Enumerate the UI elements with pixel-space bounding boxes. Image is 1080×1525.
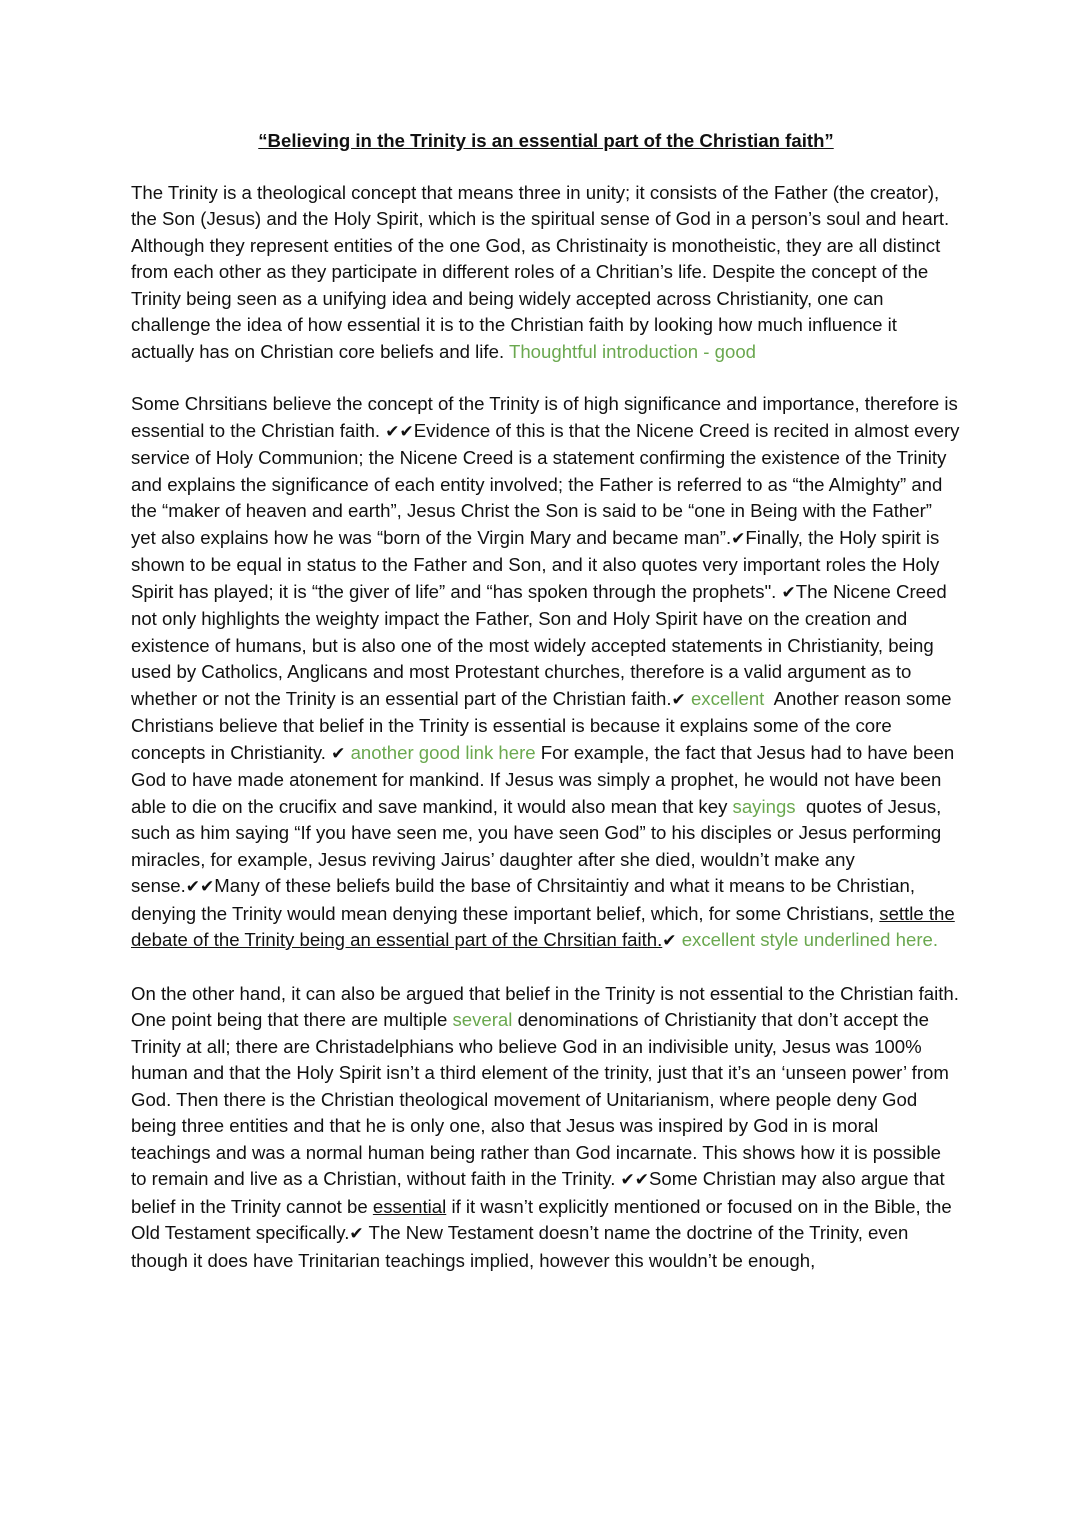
essay-text: The Nicene Creed not only highlights the weighty impact the Father, Son and Holy Spirit have on the creation and existence of humans, but is also one of the most widely accepted statements in Christianity, being used by Catholics, Anglicans and most Protestant churches, therefore is a valid argument as to whether or not the Trinity is an essential part of the Christian faith.	[131, 580, 947, 709]
teacher-comment: excellent style underlined here.	[681, 929, 939, 950]
essay-text: Many of these beliefs build the base of Chrsitaintiy and what it means to be Christian, denying the Trinity would mean denying these important belief, which, for some Christians,	[131, 875, 916, 924]
essay-text: Some Chrsitians believe the concept of the Trinity is of high significance and importance, therefore is essential to the Christian faith.	[131, 393, 958, 441]
essay-text: The Trinity is a theological concept that means three in unity; it consists of the Father (the creator), the Son (Jesus) and the Holy Spirit, which is the spiritual sense of God in a person’s soul and heart. Although they represent entities of the one God, as Christinaity is monotheistic, they are all distinct from each other as they participate in different roles of a Chritian’s life. Despite the concept of the Trinity being seen as a unifying idea and being widely accepted across Christianity, one can challenge the idea of how essential it is to the Christian faith by looking how much influence it actually has on Christian core beliefs and life.	[131, 181, 950, 362]
teacher-comment: excellent	[690, 687, 765, 709]
teacher-comment: another good link here	[350, 741, 536, 763]
paragraph-arguments-against	[131, 981, 961, 1275]
essay-text: quotes of Jesus, such as him saying “If you have seen me, you have seen God” to his disciples or Jesus performing miracles, for example, Jesus reviving Jairus’ daughter after she died, wouldn’t make any sense.	[131, 795, 942, 896]
check-mark-icon: ✔	[781, 582, 796, 603]
essay-text: if it wasn’t explicitly mentioned or focused on in the Bible, the Old Testament specifically.	[131, 1195, 952, 1243]
check-mark-icon: ✔	[671, 689, 686, 710]
essay-text: On the other hand, it can also be argued that belief in the Trinity is not essential to the Christian faith. One point being that there are multiple	[131, 982, 959, 1030]
check-mark-icon: ✔✔	[385, 421, 414, 442]
check-mark-icon: ✔	[349, 1224, 364, 1244]
essay-title: “Believing in the Trinity is an essential part of the Christian faith”	[258, 130, 834, 151]
essay-text: Some Christian may also argue that belief in the Trinity cannot be	[131, 1168, 945, 1217]
teacher-comment: several	[452, 1009, 513, 1030]
check-mark-icon: ✔	[731, 528, 746, 549]
check-mark-icon: ✔	[662, 931, 677, 951]
check-mark-icon: ✔	[331, 743, 346, 764]
essay-text: Another reason some Christians believe that belief in the Trinity is essential is because it explains some of the core concepts in Christianity.	[131, 687, 952, 763]
teacher-comment: sayings	[732, 795, 796, 817]
essay-text: Evidence of this is that the Nicene Creed is recited in almost every service of Holy Communion; the Nicene Creed is a statement confirming the existence of the Trinity and explains the significance of each entity involved; the Father is referred to as “the Almighty” and the “maker of heaven and earth”, Jesus Christ the Son is said to be “one in Being with the Father” yet also explains how he was “born of the Virgin Mary and became man”.	[131, 419, 960, 548]
teacher-comment: Thoughtful introduction - good	[508, 340, 757, 362]
underlined-text: essential	[372, 1195, 447, 1217]
essay-text: For example, the fact that Jesus had to have been God to have made atonement for mankind. If Jesus was simply a prophet, he would not have been able to die on the crucifix and save mankind, it would also mean that key	[131, 741, 955, 817]
paragraph-arguments-for	[131, 391, 961, 955]
check-mark-icon: ✔✔	[185, 877, 215, 897]
essay-text: denominations of Christianity that don’t accept the Trinity at all; there are Christadelphians who believe God in an indivisible unity, Jesus was 100% human and that the Holy Spirit isn’t a third element of the trinity, just that it’s an ‘unseen power’ from God. Then there is the Christian theological movement of Unitarianism, where people deny God being three entities and that he is only one, also that Jesus was inspired by God in is moral teachings and was a normal human being rather than God incarnate. This shows how it is possible to remain and live as a Christian, without faith in the Trinity.	[131, 1009, 949, 1189]
essay-page	[131, 128, 961, 1300]
paragraph-introduction	[131, 180, 961, 366]
underlined-text: settle the debate of the Trinity being an essential part of the Chrsitian faith.	[131, 902, 955, 950]
check-mark-icon: ✔✔	[620, 1170, 650, 1190]
essay-text: Finally, the Holy spirit is shown to be equal in status to the Father and Son, and it also quotes very important roles the Holy Spirit has played; it is “the giver of life” and “has spoken through the prophets".	[131, 526, 940, 602]
essay-text: The New Testament doesn’t name the doctrine of the Trinity, even though it does have Trinitarian teachings implied, however this wouldn’t be enough,	[131, 1222, 909, 1271]
